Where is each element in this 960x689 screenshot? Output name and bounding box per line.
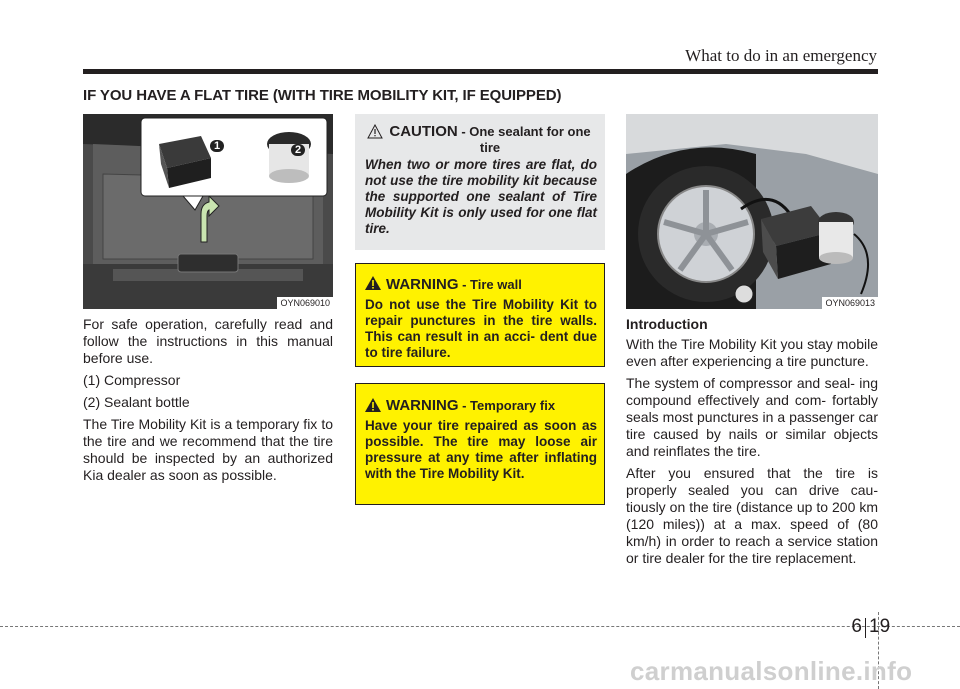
watermark: carmanualsonline.info xyxy=(630,656,913,686)
warning-label: WARNING xyxy=(386,397,459,414)
warning-box-tire-wall xyxy=(355,263,605,367)
page-number: 19 xyxy=(869,616,891,637)
paragraph: The system of compressor and seal- ing compound effectively and com- fortably seals most punctures in a passenger car tire caused by nails or similar objects and reinflates the tire. xyxy=(626,375,878,459)
compressor-illustration xyxy=(626,114,878,309)
column-left xyxy=(83,316,333,489)
warning-heading xyxy=(386,276,522,293)
warning-triangle-icon xyxy=(364,397,382,413)
caution-label: CAUTION xyxy=(389,123,458,140)
caution-triangle-icon xyxy=(367,124,383,139)
callout-1: 1 xyxy=(210,140,224,152)
header-rule xyxy=(83,69,878,74)
paragraph: (1) Compressor xyxy=(83,372,181,388)
section-title: IF YOU HAVE A FLAT TIRE (WITH TIRE MOBILITY KIT, IF EQUIPPED) xyxy=(83,87,562,104)
section-number: 6 xyxy=(851,616,862,637)
introduction-heading: Introduction xyxy=(626,316,708,332)
column-right xyxy=(626,316,878,572)
running-header: What to do in an emergency xyxy=(685,46,877,65)
warning-triangle-icon xyxy=(364,275,382,291)
caution-heading xyxy=(385,124,595,156)
callout-2: 2 xyxy=(291,144,305,156)
compressor-figure xyxy=(626,114,878,309)
footer-dashed-rule xyxy=(0,626,960,627)
figure-id: OYN069010 xyxy=(277,297,333,309)
paragraph: With the Tire Mobility Kit you stay mobile even after experiencing a tire puncture. xyxy=(626,336,878,369)
warning-box-temporary-fix xyxy=(355,383,605,505)
caution-box xyxy=(355,114,605,250)
caution-subtitle: - One sealant for one tire xyxy=(457,124,591,155)
paragraph: The Tire Mobility Kit is a temporary fix to the tire and we recommend that the tire should be inspected by an authorized Kia dealer as soon as possible. xyxy=(83,416,333,483)
warning-body: Do not use the Tire Mobility Kit to repair punctures in the tire walls. This can result in an acci- dent due to tire failure. xyxy=(365,297,597,360)
warning-heading xyxy=(386,397,555,414)
trunk-kit-figure xyxy=(83,114,333,309)
paragraph: (2) Sealant bottle xyxy=(83,394,190,410)
paragraph: For safe operation, carefully read and follow the instructions in this manual before use. xyxy=(83,316,333,366)
caution-body: When two or more tires are flat, do not use the tire mobility kit because the supported one sealant of Tire Mobility Kit is only used for one flat tire. xyxy=(365,157,597,236)
warning-subtitle: - Temporary fix xyxy=(458,398,556,413)
paragraph: After you ensured that the tire is properly sealed you can drive cau- tiously on the tire (distance up to 200 km (120 miles)) at a max. speed of (80 km/h) in order to reach a service station or tire dealer for the tire replacement. xyxy=(626,465,878,566)
warning-body: Have your tire repaired as soon as possible. The tire may loose air pressure at any time after inflating with the Tire Mobility Kit. xyxy=(365,418,597,481)
warning-label: WARNING xyxy=(386,276,459,293)
figure-id: OYN069013 xyxy=(822,297,878,309)
page-number-separator xyxy=(865,618,866,638)
warning-subtitle: - Tire wall xyxy=(458,277,522,292)
